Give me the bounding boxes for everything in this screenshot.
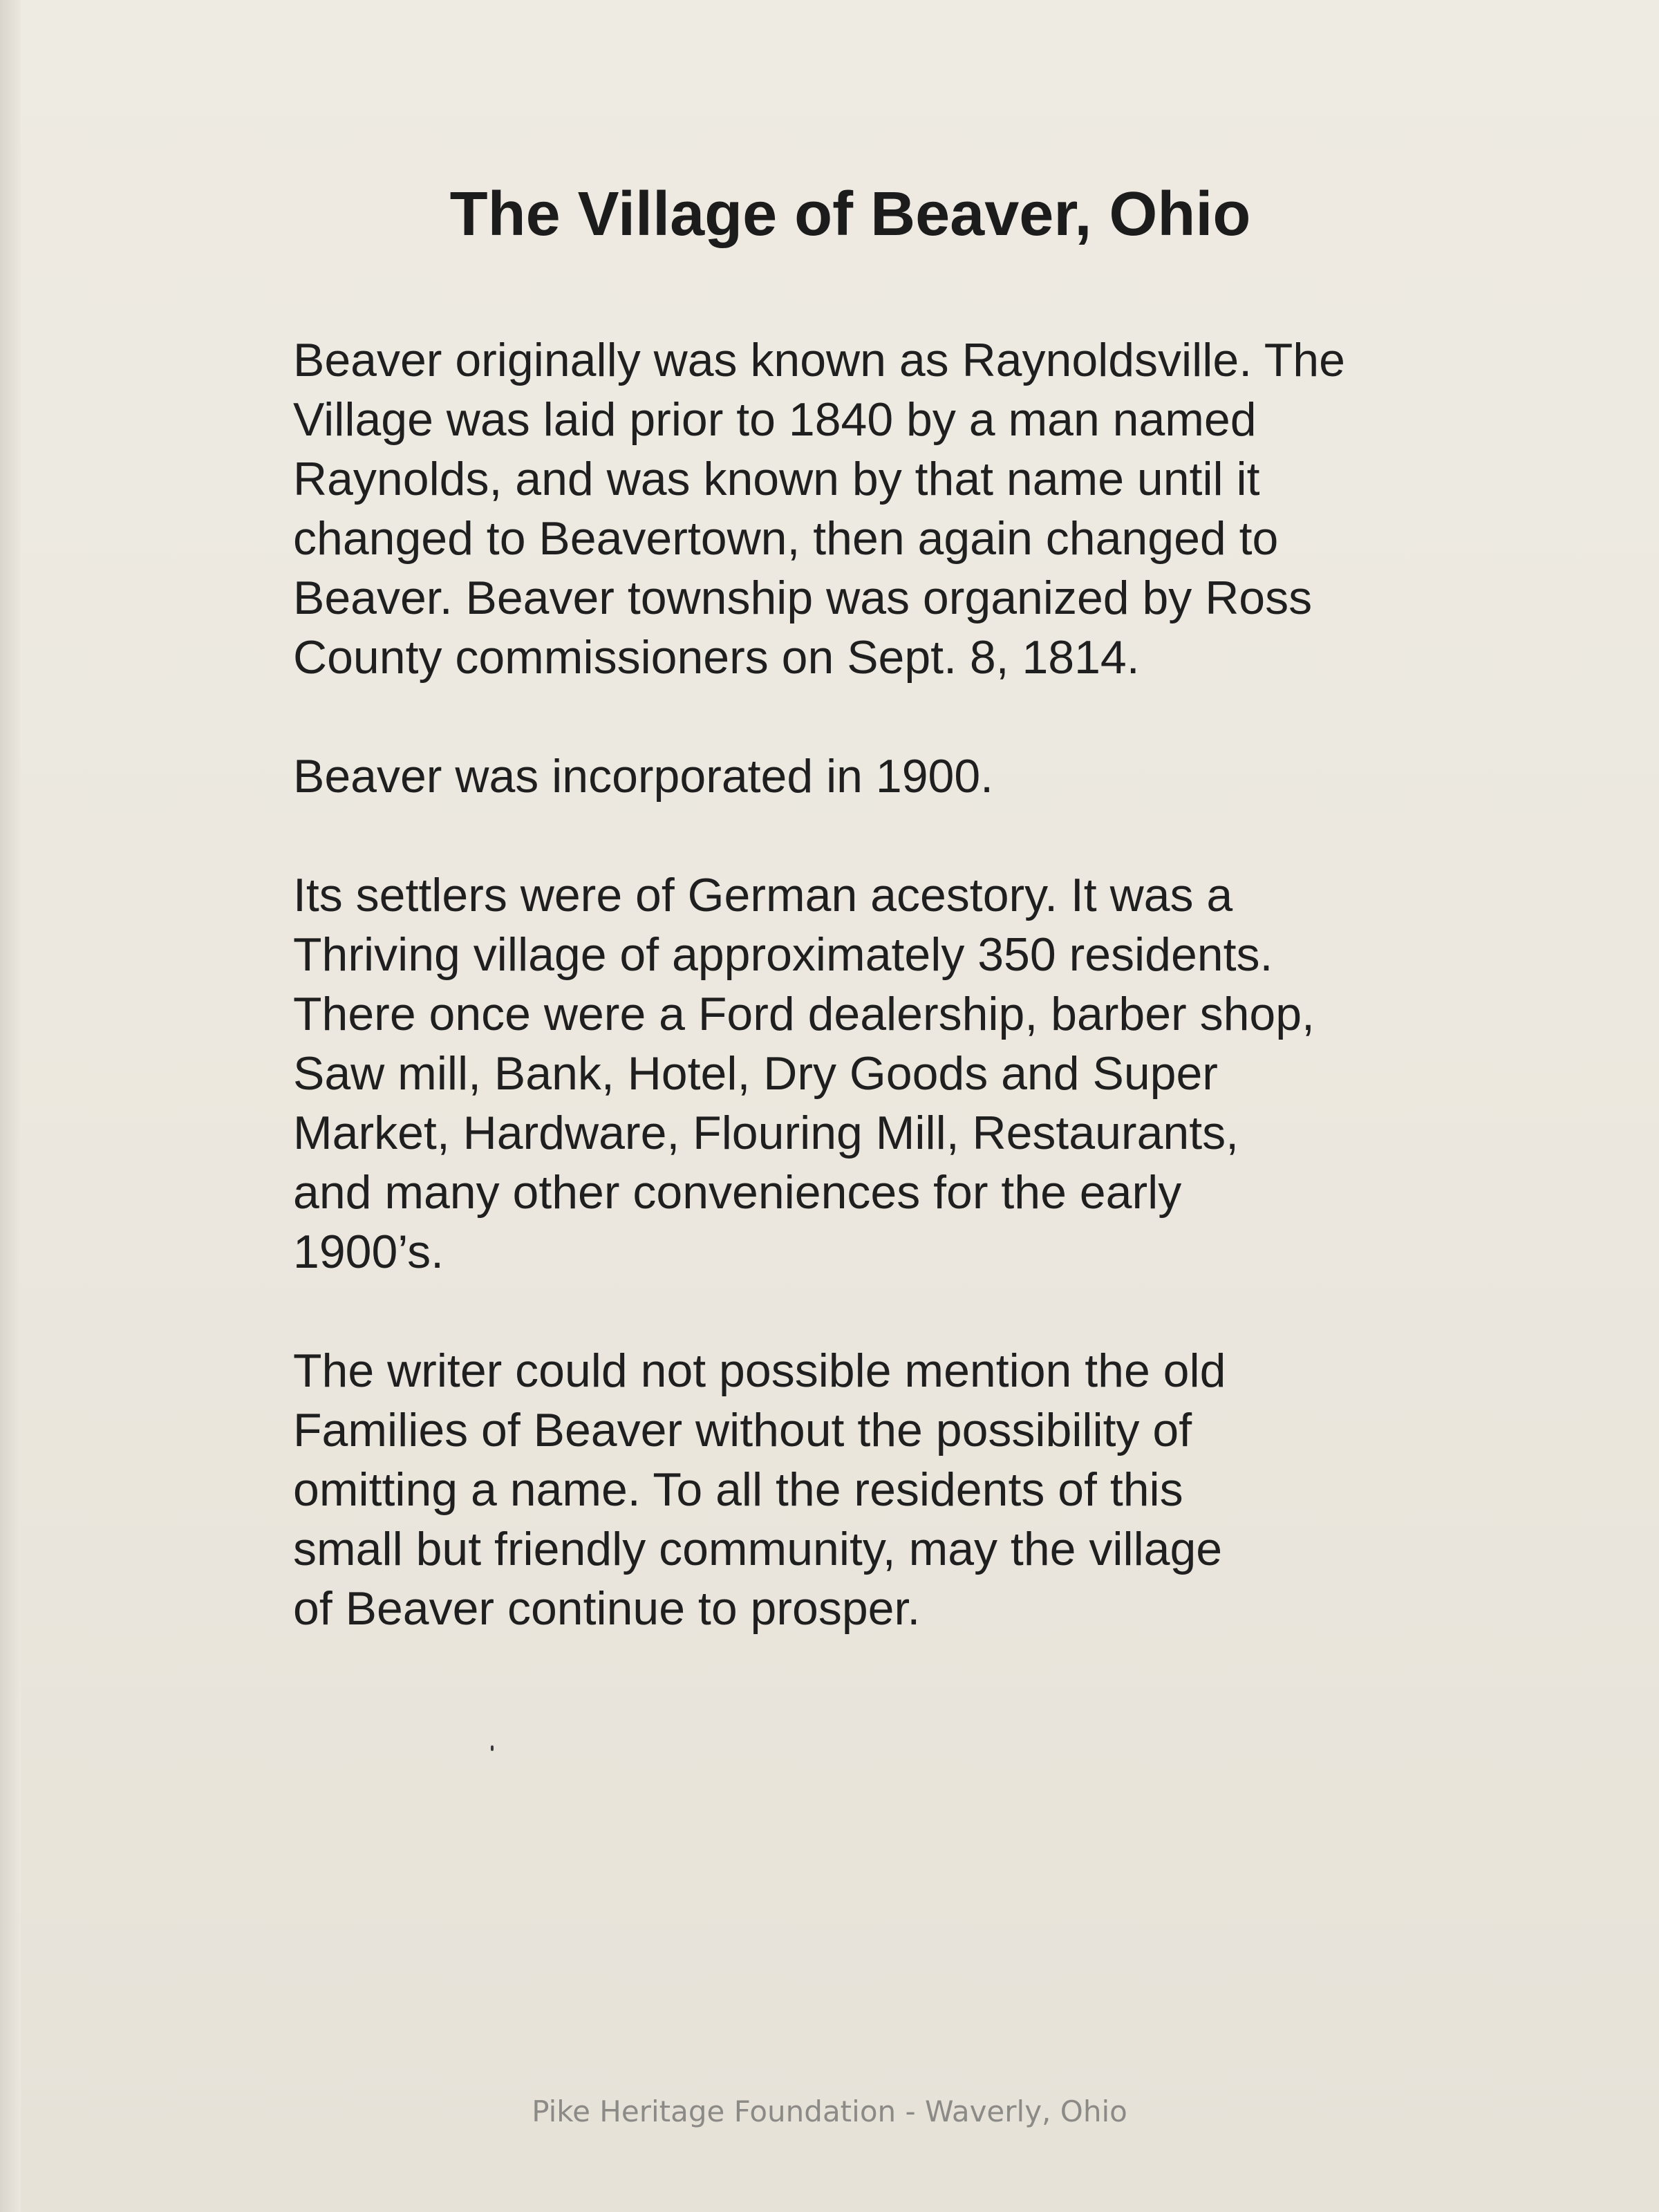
body-text	[293, 330, 1496, 1698]
paragraph-closing: The writer could not possible mention the old Families of Beaver without the possibility of omitting a name. To all the residents of this small but friendly community, may the village of Beaver continue to prosper.	[293, 1344, 1226, 1635]
page-title: The Village of Beaver, Ohio	[449, 180, 1251, 249]
paragraph-incorporation: Beaver was incorporated in 1900.	[293, 750, 994, 803]
page-edge	[0, 0, 21, 2212]
paragraph-name-origin: Beaver originally was known as Raynoldsville. The Village was laid prior to 1840 by a man named Raynolds, and was known by that name until it changed to Beavertown, then again changed to Beaver. Beaver township was organized by Ross County commissioners on Sept. 8, 1814.	[293, 334, 1345, 684]
page-footer: Pike Heritage Foundation - Waverly, Ohio	[532, 2094, 1127, 2128]
ink-speck	[491, 1745, 494, 1751]
paragraph-settlers: Its settlers were of German acestory. It was a Thriving village of approximately 350 residents. There once were a Ford dealership, barber shop, Saw mill, Bank, Hotel, Dry Goods and Super Market, Hardware, Flouring Mill, Restaurants, and many other conveniences for the early 1900’s.	[293, 869, 1315, 1278]
